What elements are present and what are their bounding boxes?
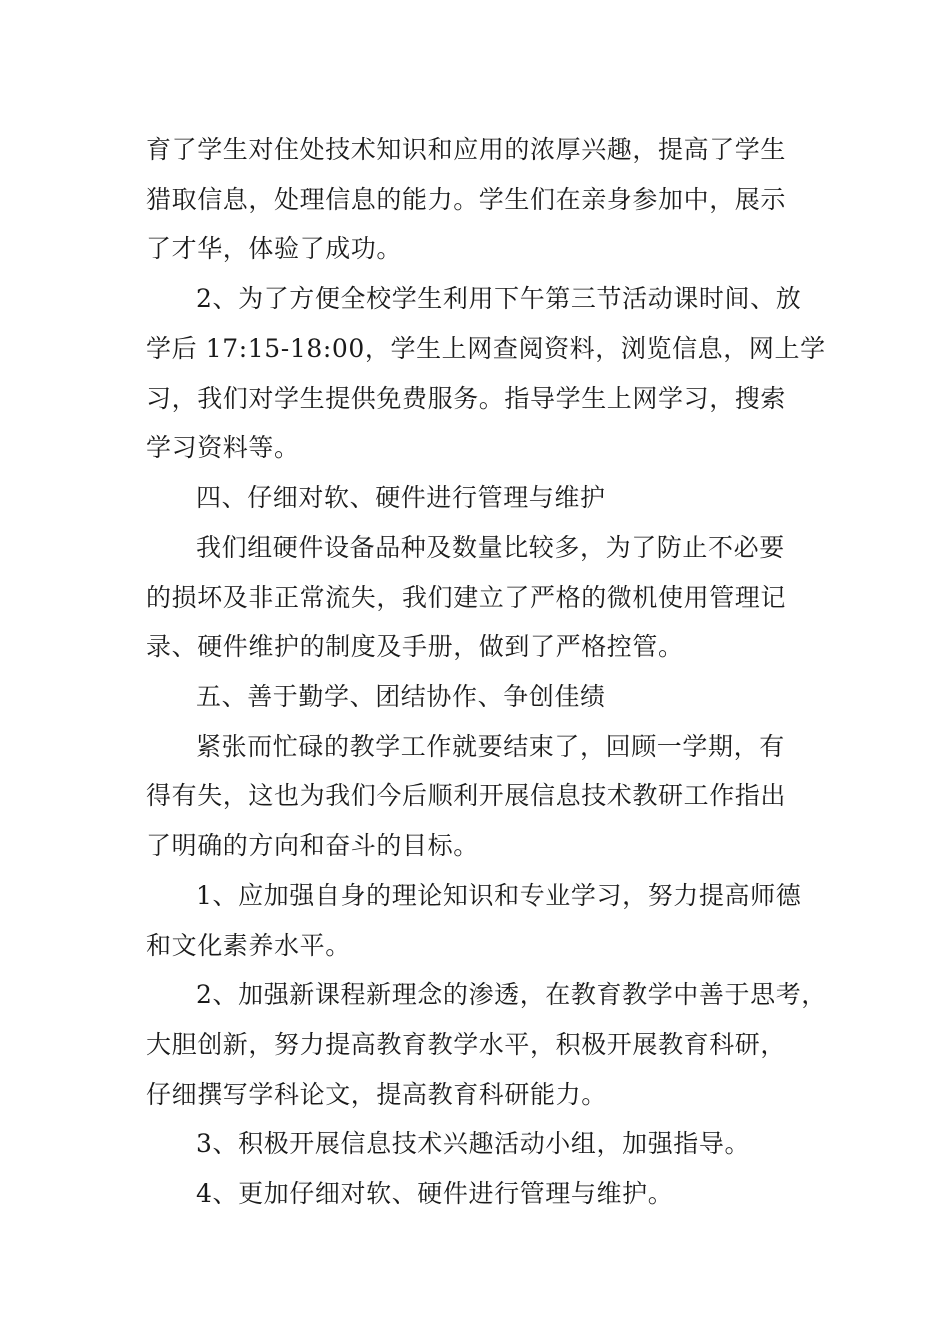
text-line: 学习资料等。 <box>146 433 300 462</box>
text-line: 和文化素养水平。 <box>146 931 351 960</box>
text-line: 学后 17:15-18:00，学生上网查阅资料，浏览信息，网上学 <box>146 334 826 363</box>
section-heading: 四、仔细对软、硬件进行管理与维护 <box>196 483 606 512</box>
text-line: 1、应加强自身的理论知识和专业学习，努力提高师德 <box>196 881 802 910</box>
text-line: 猎取信息，处理信息的能力。学生们在亲身参加中，展示 <box>146 185 787 214</box>
text-line: 得有失，这也为我们今后顺利开展信息技术教研工作指出 <box>146 781 787 810</box>
text-line: 2、加强新课程新理念的渗透，在教育教学中善于思考， <box>196 980 827 1009</box>
text-line: 了明确的方向和奋斗的目标。 <box>146 831 479 860</box>
text-line: 了才华，体验了成功。 <box>146 234 403 263</box>
text-line: 紧张而忙碌的教学工作就要结束了，回顾一学期，有 <box>196 732 785 761</box>
text-line: 习，我们对学生提供免费服务。指导学生上网学习，搜索 <box>146 384 787 413</box>
text-line: 4、更加仔细对软、硬件进行管理与维护。 <box>196 1179 674 1208</box>
text-line: 的损坏及非正常流失，我们建立了严格的微机使用管理记 <box>146 583 787 612</box>
text-line: 我们组硬件设备品种及数量比较多，为了防止不必要 <box>196 533 785 562</box>
text-line: 仔细撰写学科论文，提高教育科研能力。 <box>146 1080 607 1109</box>
text-line: 录、硬件维护的制度及手册，做到了严格控管。 <box>146 632 684 661</box>
text-line: 大胆创新，努力提高教育教学水平，积极开展教育科研， <box>146 1030 787 1059</box>
text-line: 育了学生对住处技术知识和应用的浓厚兴趣，提高了学生 <box>146 135 787 164</box>
text-line: 3、积极开展信息技术兴趣活动小组，加强指导。 <box>196 1129 751 1158</box>
text-line: 2、为了方便全校学生利用下午第三节活动课时间、放 <box>196 284 802 313</box>
section-heading: 五、善于勤学、团结协作、争创佳绩 <box>196 682 606 711</box>
